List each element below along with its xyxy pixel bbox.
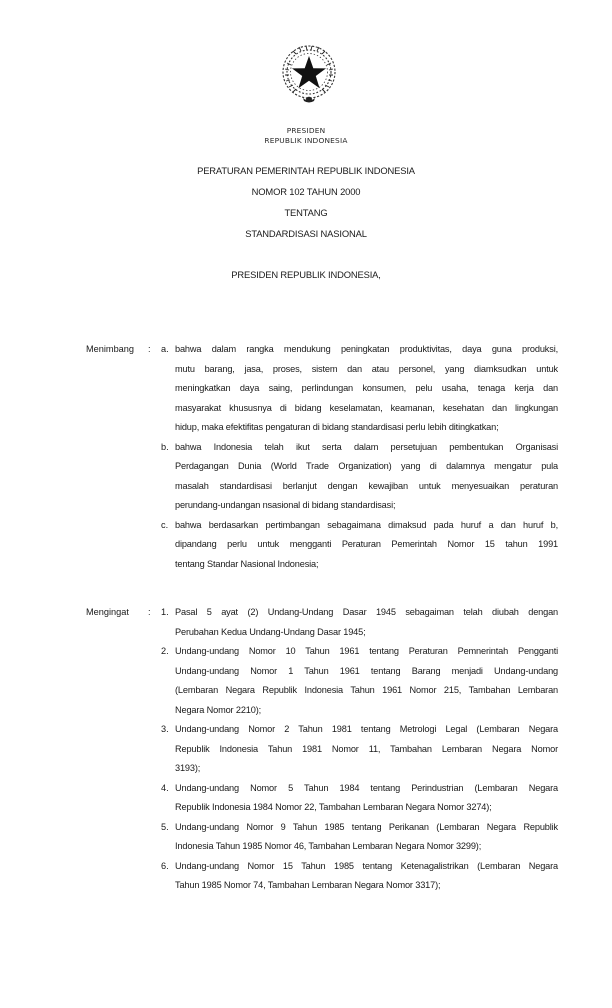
item-text: meningkatkan daya saing, perlindungan konsumen, pelu usaha, tenaga kerja dan: [175, 383, 558, 393]
item-text: hidup, maka efektifitas pengaturan di bidang standardisasi perlu lebih ditingkatkan;: [175, 422, 499, 432]
mengingat-label: Mengingat: [86, 607, 129, 617]
item-text: Indonesia Tahun 1985 Nomor 46, Tambahan Lembaran Negara Nomor 3299);: [175, 841, 482, 851]
menimbang-item-c-line: [0, 558, 612, 578]
item-text: bahwa berdasarkan pertimbangan sebagaimana dimaksud pada huruf a dan huruf b,: [175, 519, 558, 530]
menimbang-item-b-line: [0, 480, 612, 500]
mengingat-item-3-line: [0, 723, 612, 743]
item-text: bahwa dalam rangka mendukung peningkatan produktivitas, daya guna produksi,: [175, 344, 558, 354]
mengingat-item-6-line: [0, 860, 612, 880]
mengingat-item-2-line: [0, 684, 612, 704]
item-marker: 3.: [161, 724, 169, 734]
item-text: masalah standardisasi berlanjut dengan kewajiban untuk menyesuaikan peraturan: [175, 480, 558, 491]
menimbang-item-b-line: [0, 460, 612, 480]
menimbang-item-a-line: [0, 421, 612, 441]
menimbang-item-b-line: [0, 499, 612, 519]
mengingat-item-2-line: [0, 665, 612, 685]
item-text: dipandang perlu untuk mengganti Peraturan Pemerintah Nomor 15 tahun 1991: [175, 539, 558, 549]
item-text: (Lembaran Negara Republik Indonesia Tahun 1961 Nomor 215, Tambahan Lembaran: [175, 685, 558, 695]
regulation-about: TENTANG: [284, 207, 328, 218]
item-text: Tahun 1985 Nomor 74, Tambahan Lembaran Negara Nomor 3317);: [175, 880, 441, 890]
regulation-number: NOMOR 102 TAHUN 2000: [251, 186, 361, 197]
item-marker: 2.: [161, 646, 169, 656]
item-marker: a.: [161, 344, 169, 354]
item-marker: 5.: [161, 821, 169, 832]
item-text: Republik Indonesia 1984 Nomor 22, Tambahan Lembaran Negara Nomor 3274);: [175, 802, 492, 812]
item-marker: b.: [161, 441, 169, 452]
mengingat-item-1-line: [0, 606, 612, 626]
item-text: Republik Indonesia Tahun 1981 Nomor 11, Tambahan Lembaran Negara Nomor: [175, 743, 558, 754]
colon: :: [148, 344, 151, 354]
item-text: 3193);: [175, 763, 201, 773]
regulation-title: PERATURAN PEMERINTAH REPUBLIK INDONESIA: [197, 165, 415, 176]
item-text: masyarakat khususnya di bidang keselamatan, keamanan, kesehatan dan lingkungan: [175, 402, 558, 413]
colon: :: [148, 607, 151, 617]
item-text: Perdagangan Dunia (World Trade Organization) yang di dalamnya mengatur pula: [175, 461, 558, 471]
mengingat-item-3-line: [0, 762, 612, 782]
menimbang-label: Menimbang: [86, 344, 135, 354]
menimbang-item-c-line: [0, 519, 612, 539]
item-marker: 1.: [161, 607, 169, 617]
regulation-subject: STANDARDISASI NASIONAL: [245, 228, 367, 239]
mengingat-item-2-line: [0, 704, 612, 724]
menimbang-item-b-line: [0, 441, 612, 461]
item-text: Undang-undang Nomor 5 Tahun 1984 tentang Perindustrian (Lembaran Negara: [175, 782, 558, 793]
mengingat-item-3-line: [0, 743, 612, 763]
item-marker: c.: [161, 519, 169, 530]
item-marker: 6.: [161, 860, 169, 871]
item-text: Undang-undang Nomor 9 Tahun 1985 tentang Perikanan (Lembaran Negara Republik: [175, 821, 558, 832]
menimbang-item-a-line: [0, 402, 612, 422]
mengingat-item-4-line: [0, 801, 612, 821]
office-name-line1: PRESIDEN: [286, 126, 326, 135]
item-text: perundang-undangan nsasional di bidang standardisasi;: [175, 500, 396, 510]
mengingat-item-2-line: [0, 645, 612, 665]
mengingat-item-6-line: [0, 879, 612, 899]
item-text: Perubahan Kedua Undang-Undang Dasar 1945;: [175, 626, 366, 637]
mengingat-item-1-line: [0, 626, 612, 646]
item-text: Undang-undang Nomor 10 Tahun 1961 tentang Peraturan Pemnerintah Pengganti: [175, 646, 558, 656]
mengingat-item-5-line: [0, 821, 612, 841]
item-text: tentang Standar Nasional Indonesia;: [175, 558, 319, 569]
issuer-heading: PRESIDEN REPUBLIK INDONESIA,: [231, 269, 381, 280]
mengingat-item-4-line: [0, 782, 612, 802]
item-text: Undang-undang Nomor 15 Tahun 1985 tentang Ketenagalistrikan (Lembaran Negara: [175, 860, 558, 871]
item-text: bahwa Indonesia telah ikut serta dalam persetujuan pembentukan Organisasi: [175, 441, 558, 452]
item-text: Pasal 5 ayat (2) Undang-Undang Dasar 1945 sebagaiman telah diubah dengan: [175, 607, 558, 617]
menimbang-item-c-line: [0, 538, 612, 558]
office-name-line2: REPUBLIK INDONESIA: [264, 136, 348, 145]
menimbang-item-a-line: [0, 382, 612, 402]
item-marker: 4.: [161, 782, 169, 793]
mengingat-item-5-line: [0, 840, 612, 860]
menimbang-item-a-line: [0, 343, 612, 363]
menimbang-item-a-line: [0, 363, 612, 383]
item-text: mutu barang, jasa, proses, sistem dan atau personel, yang diamksudkan untuk: [175, 363, 558, 374]
item-text: Negara Nomor 2210);: [175, 704, 262, 715]
item-text: Undang-undang Nomor 1 Tahun 1961 tentang Barang menjadi Undang-undang: [175, 665, 558, 676]
item-text: Undang-undang Nomor 2 Tahun 1981 tentang Metrologi Legal (Lembaran Negara: [175, 724, 558, 734]
presidential-emblem-icon: [279, 43, 339, 105]
